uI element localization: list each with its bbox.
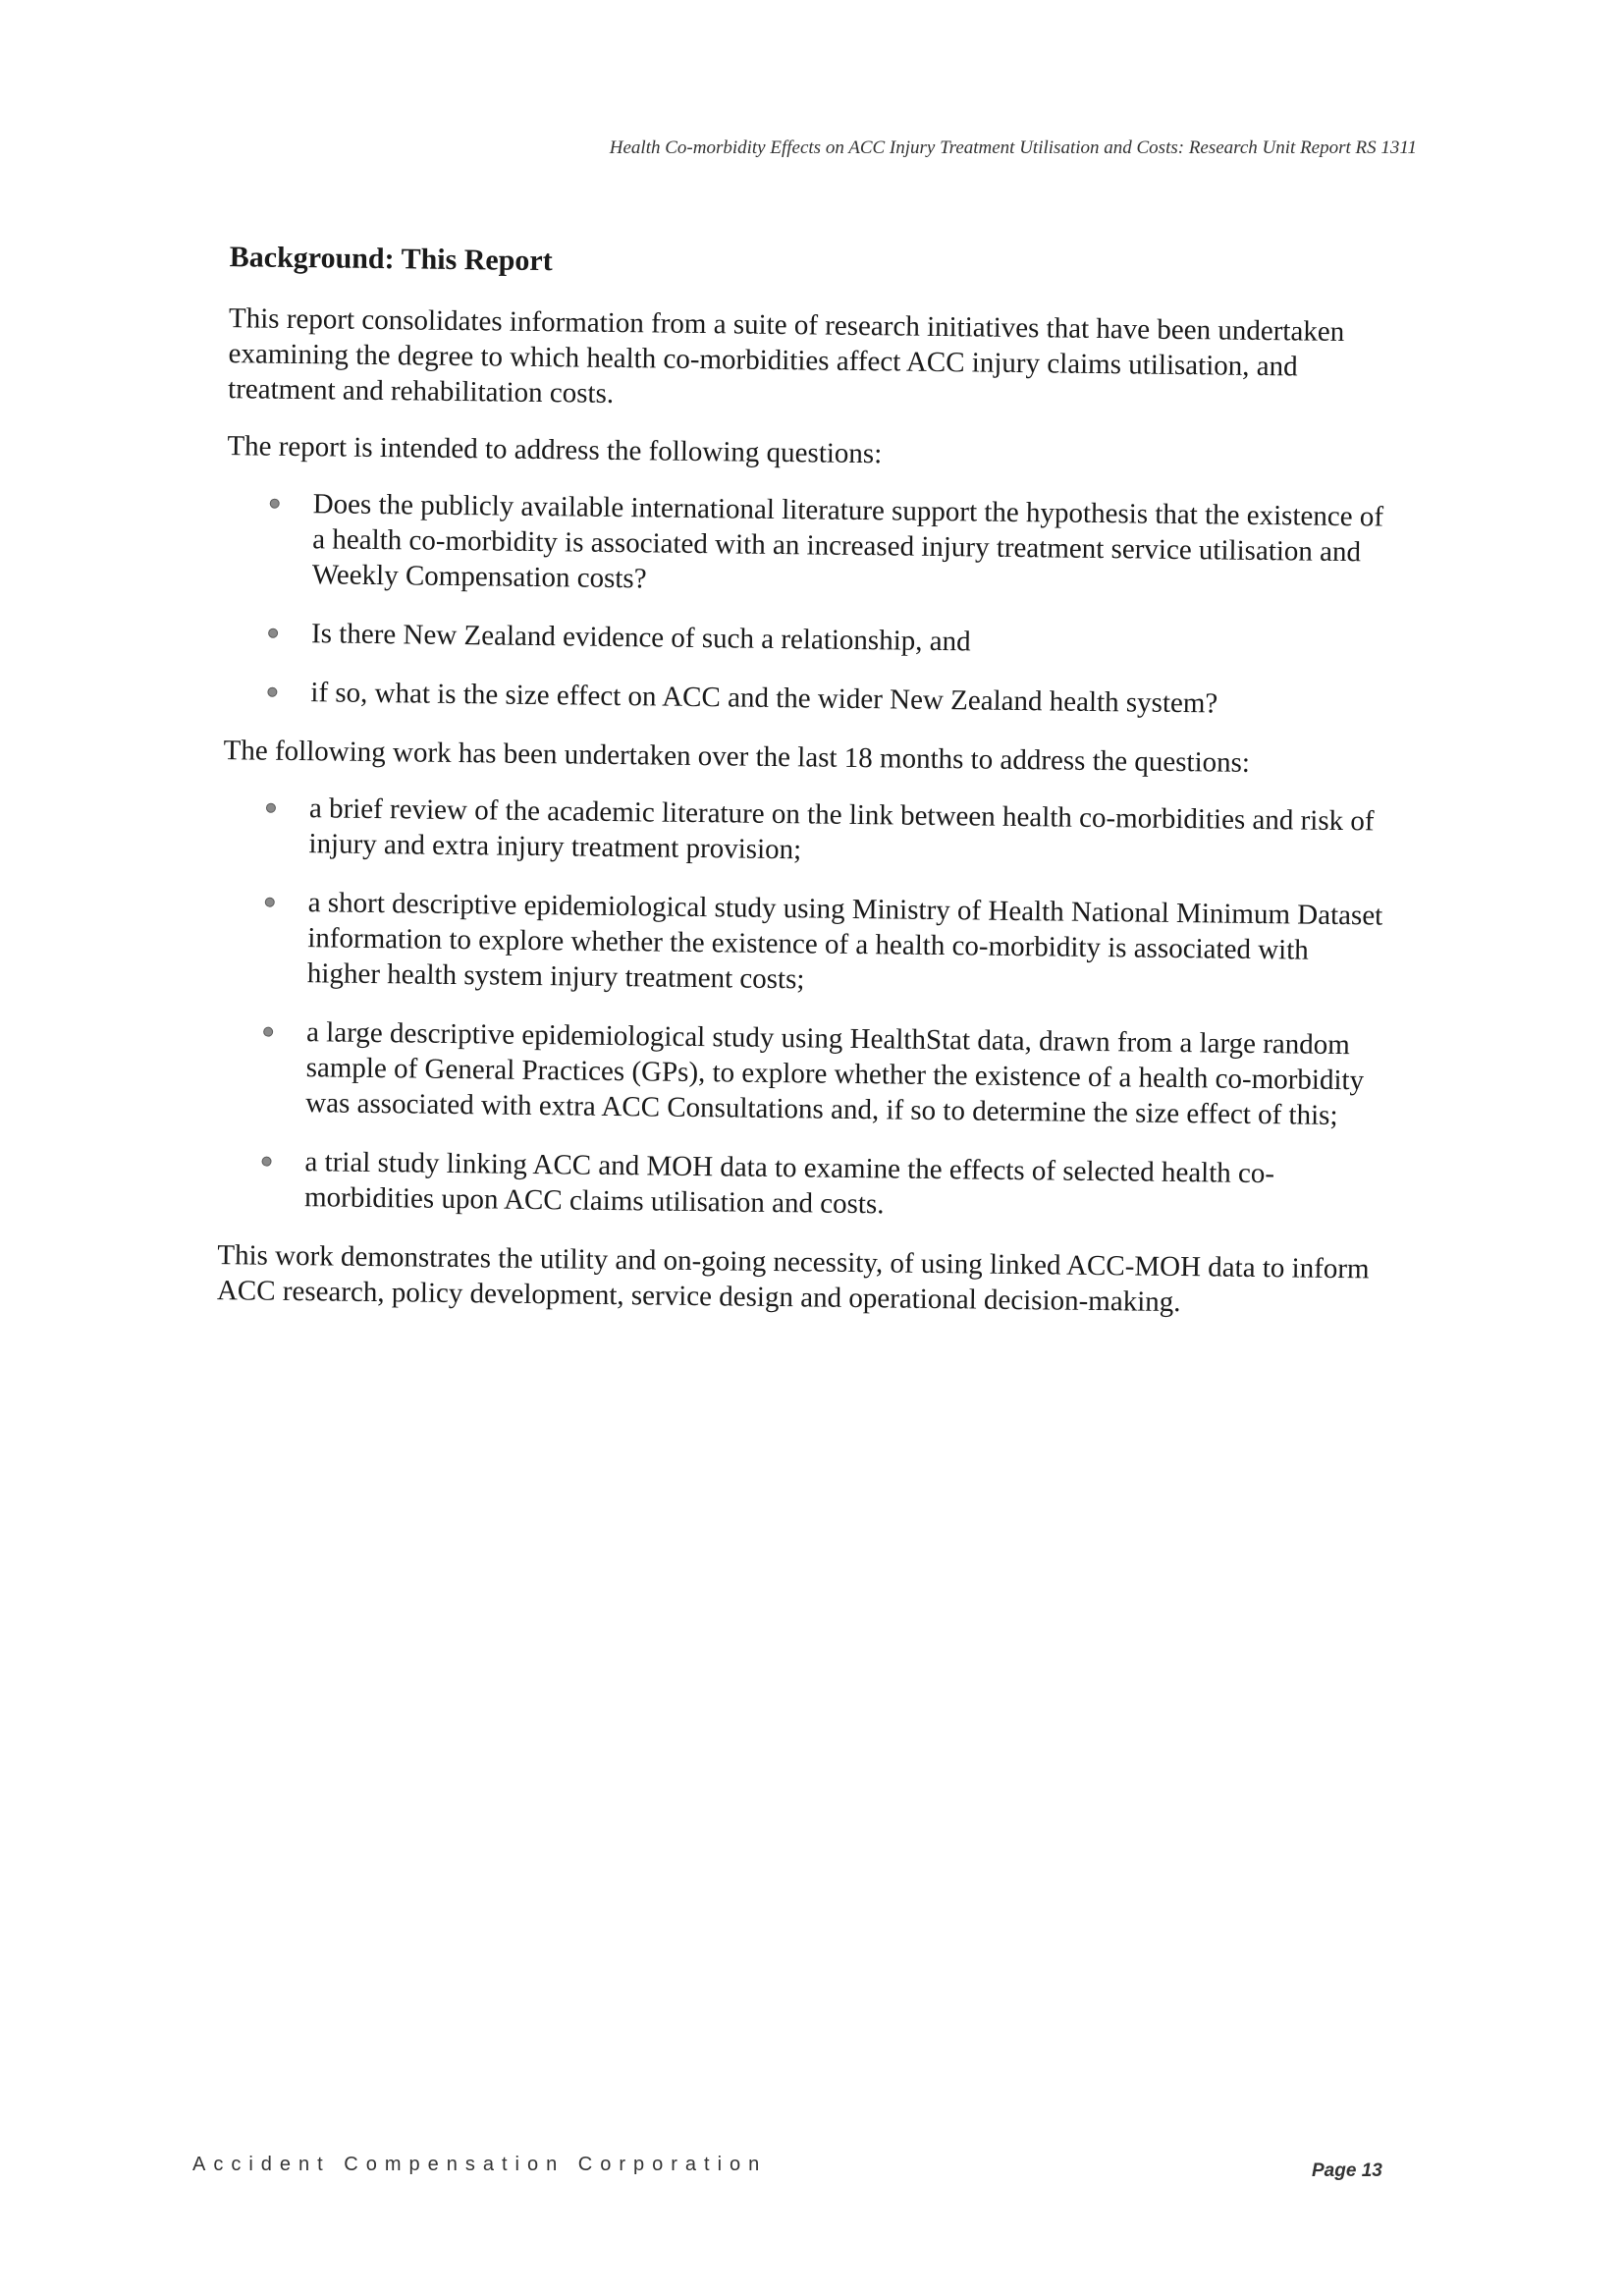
- questions-intro: The report is intended to address the following questions:: [227, 430, 883, 470]
- question-text: Does the publicly available international literature support the hypothesis that the existence of a health co-morbidity is associated with an increased injury treatment service utilisation and Weekly Compensation costs?: [311, 488, 1384, 595]
- work-item-text: a short descriptive epidemiological study using Ministry of Health National Minimum Dataset information to explore whether the existence of a health co-morbidity is associated with higher health system injury treatment costs;: [306, 887, 1383, 996]
- question-text: Is there New Zealand evidence of such a relationship, and: [310, 618, 971, 658]
- list-item: [305, 1014, 1386, 1133]
- list-item: [307, 885, 1388, 1004]
- bullet-icon: [267, 687, 277, 697]
- work-list: [206, 790, 1389, 1229]
- list-item: [312, 486, 1393, 605]
- section-heading: Background: This Report: [229, 241, 553, 278]
- page-number: Page 13: [1312, 2160, 1382, 2181]
- report-body: [204, 240, 1395, 1344]
- conclusion-paragraph: This work demonstrates the utility and on-going necessity, of using linked ACC-MOH data to inform ACC research, policy development, service design and operational decision-making.: [216, 1239, 1370, 1319]
- work-item-text: a large descriptive epidemiological study using HealthStat data, drawn from a large random sample of General Practices (GPs), to explore whether the existence of a health co-morbidity was associated with extra ACC Consultations and, if so to determine the size effect of this;: [305, 1016, 1365, 1131]
- intro-paragraph: This report consolidates information from a suite of research initiatives that have been undertaken examining the degree to which health co-morbidities affect ACC injury claims utilisation, and treatment and rehabilitation costs.: [227, 302, 1345, 410]
- bullet-icon: [261, 1157, 271, 1167]
- running-header: Health Co-morbidity Effects on ACC Injury Treatment Utilisation and Costs: Research Unit Report RS 1311: [609, 137, 1417, 158]
- questions-list: [212, 485, 1393, 724]
- list-item: [304, 1144, 1385, 1228]
- list-item: [310, 675, 1390, 723]
- list-item: [311, 616, 1391, 664]
- bullet-icon: [263, 1027, 273, 1037]
- bullet-icon: [270, 499, 280, 509]
- work-item-text: a brief review of the academic literature on the link between health co-morbidities and risk of injury and extra injury treatment provision;: [308, 793, 1375, 866]
- bullet-icon: [266, 803, 276, 813]
- work-item-text: a trial study linking ACC and MOH data to examine the effects of selected health co-morbidities upon ACC claims utilisation and costs.: [303, 1146, 1275, 1221]
- list-item: [308, 791, 1389, 874]
- question-text: if so, what is the size effect on ACC and the wider New Zealand health system?: [310, 677, 1218, 720]
- bullet-icon: [265, 898, 275, 907]
- footer-organisation: Accident Compensation Corporation: [192, 2154, 768, 2175]
- work-intro: The following work has been undertaken over the last 18 months to address the questions:: [223, 735, 1251, 779]
- bullet-icon: [268, 629, 278, 638]
